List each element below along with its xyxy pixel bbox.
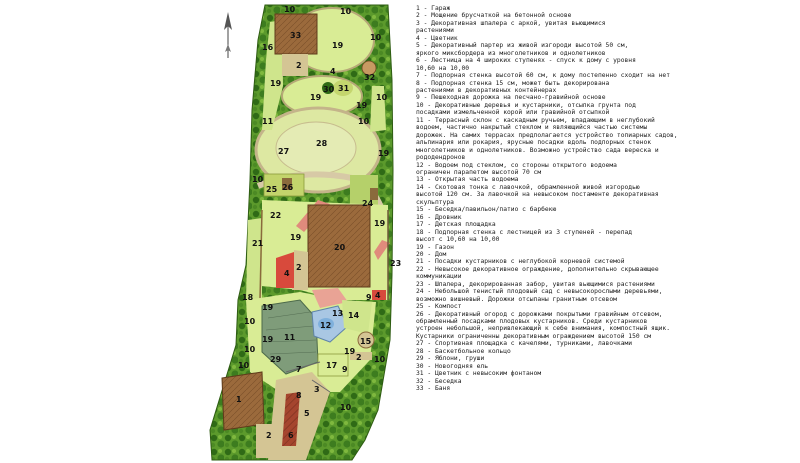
- legend-item-12: 12 - Водоем под стеклом, со стороны открытого водоема ограничен парапетом высотой 70 см: [416, 161, 617, 176]
- legend-item-31: 31 - Цветник с невысоким фонтаном: [416, 370, 542, 378]
- label-19-j: 19: [344, 347, 356, 356]
- label-29: 29: [270, 355, 282, 364]
- label-6: 6: [288, 431, 294, 440]
- garage: [222, 372, 264, 430]
- label-28: 28: [316, 139, 328, 148]
- label-19-i: 19: [262, 335, 274, 344]
- label-19-h: 19: [262, 303, 274, 312]
- label-3: 3: [314, 385, 320, 394]
- label-19-b: 19: [270, 79, 282, 88]
- legend-item-27: 27 - Спортивная площадка с качелями, турниками, лавочками: [416, 340, 633, 348]
- legend-item-17: 17 - Детская площадка: [416, 221, 496, 229]
- label-27: 27: [278, 147, 290, 156]
- label-25: 25: [266, 185, 278, 194]
- legend-item-3: 3 - Декоративная шпалера с аркой, увитая вьющимися растениями: [416, 19, 606, 35]
- legend-item-33: 33 - Баня: [416, 385, 451, 393]
- label-30: 30: [323, 85, 335, 94]
- label-10-j: 10: [238, 361, 250, 370]
- legend-item-13: 13 - Открытая часть водоема: [416, 176, 519, 184]
- label-1: 1: [236, 395, 242, 404]
- label-26: 26: [282, 183, 294, 192]
- label-19-a: 19: [332, 41, 344, 50]
- label-19-g: 19: [374, 219, 386, 228]
- label-24: 24: [362, 199, 374, 208]
- label-19-c: 19: [310, 93, 322, 102]
- label-19-f: 19: [290, 233, 302, 242]
- legend-item-11: 11 - Террасный склон с каскадным ручьем, впадающим в неглубокий водоем, частично накрытый стеклом и являющийся частью системы дорожек. На самих террасах предполагается устройство топиарных садов, альпинария или рокария, ярусные посадки вдоль подпорных стенок многолетников и однолетников. Возможно устройство сада вереска и рододендронов: [416, 116, 678, 162]
- legend-item-8: 8 - Подпорная стенка 15 см, может быть декорирована растениями в декоративных контейнерах: [416, 79, 610, 94]
- label-10-b: 10: [340, 7, 352, 16]
- label-18: 18: [242, 293, 254, 302]
- label-10-d: 10: [358, 117, 370, 126]
- label-9-b: 9: [342, 365, 348, 374]
- label-15: 15: [360, 337, 372, 346]
- label-19-d: 19: [356, 101, 368, 110]
- label-10-g: 10: [244, 317, 256, 326]
- north-arrow-icon: [224, 12, 232, 58]
- legend: [416, 5, 798, 460]
- label-20: 20: [334, 243, 346, 252]
- label-7: 7: [296, 365, 302, 374]
- label-10-c: 10: [370, 33, 382, 42]
- label-10-f: 10: [252, 175, 264, 184]
- legend-item-10: 10 - Декоративные деревья и кустарники, отсыпка грунта под посадками измельченной корой или гравийной отсыпкой: [416, 101, 636, 117]
- legend-item-5: 5 - Декоративный партер из живой изгороди высотой 50 см, яркого миксбордера из многолетников и однолетников: [416, 42, 629, 57]
- legend-item-9: 9 - Пешеходная дорожка на песчано-гравийной основе: [416, 94, 606, 102]
- label-31: 31: [338, 84, 350, 93]
- label-8: 8: [296, 391, 302, 400]
- legend-item-18: 18 - Подпорная стенка с лестницей из 3 ступеней - перепад высот с 10,60 на 10,00: [416, 228, 633, 244]
- legend-item-23: 23 - Шпалера, декорированная забор, увитая вьющимися растениями: [416, 280, 655, 288]
- label-4-c: 4: [375, 291, 381, 300]
- label-12: 12: [320, 321, 332, 330]
- label-13: 13: [332, 309, 344, 318]
- label-2-d: 2: [266, 431, 272, 440]
- legend-item-1: 1 - Гараж: [416, 5, 451, 12]
- label-2-c: 2: [356, 353, 362, 362]
- label-9-a: 9: [366, 293, 372, 302]
- legend-item-19: 19 - Газон: [416, 243, 454, 251]
- legend-item-15: 15 - Беседка/павильон/патио с барбекю: [416, 206, 557, 214]
- label-11-a: 11: [262, 117, 274, 126]
- legend-item-22: 22 - Невысокое декоративное ограждение, дополнительно скрывающее коммуникации: [416, 265, 659, 281]
- label-10-a: 10: [284, 5, 296, 14]
- label-14: 14: [348, 311, 360, 320]
- label-10-k: 10: [340, 403, 352, 412]
- label-2-a: 2: [296, 61, 302, 70]
- legend-item-32: 32 - Беседка: [416, 377, 462, 385]
- legend-item-14: 14 - Скотовая тонка с лавочкой, обрамленной живой изгородью высотой 120 см. За лавочкой на невысоком постаменте декоративная скульптура: [416, 183, 659, 206]
- legend-item-20: 20 - Дом: [416, 250, 447, 258]
- legend-item-2: 2 - Мощение брусчаткой на бетонной основе: [416, 12, 572, 20]
- legend-item-30: 30 - Новогодняя ель: [416, 362, 489, 370]
- legend-item-25: 25 - Компост: [416, 303, 462, 311]
- legend-item-6: 6 - Лестница на 4 широких ступенях - спуск к дому с уровня 10,60 на 10,00: [416, 57, 636, 72]
- legend-item-29: 29 - Яблони, груши: [416, 355, 485, 363]
- label-4-a: 4: [330, 67, 336, 76]
- label-17: 17: [326, 361, 338, 370]
- label-16: 16: [262, 43, 274, 52]
- label-4-b: 4: [284, 269, 290, 278]
- label-10-h: 10: [244, 345, 256, 354]
- label-23: 23: [390, 259, 402, 268]
- bathhouse-paving: [282, 54, 308, 76]
- legend-item-24: 24 - Небольшой тенистый плодовый сад с невысокорослыми деревьями, возможно вишневый. Дорожки отсыпаны гранитным отсевом: [416, 288, 663, 303]
- legend-item-7: 7 - Подпорная стенка высотой 60 см, к дому постепенно сходит на нет: [416, 72, 671, 80]
- legend-item-16: 16 - Дровник: [416, 213, 462, 221]
- label-19-e: 19: [378, 149, 390, 158]
- label-11-b: 11: [284, 333, 296, 342]
- label-32: 32: [364, 73, 376, 82]
- legend-item-21: 21 - Посадки кустарников с неглубокой корневой системой: [416, 258, 625, 266]
- legend-item-4: 4 - Цветник: [416, 34, 458, 42]
- label-21: 21: [252, 239, 264, 248]
- label-22: 22: [270, 211, 282, 220]
- label-10-i: 10: [374, 355, 386, 364]
- label-10-e: 10: [376, 93, 388, 102]
- legend-item-28: 28 - Баскетбольное кольцо: [416, 347, 511, 355]
- label-33: 33: [290, 31, 302, 40]
- legend-item-26: 26 - Декоративный огород с дорожками покрытыми гравийным отсевом, обрамленный посадками плодовых кустарников. Среди кустарников устроен небольшой, непривлекающий к себе внимания, компостный ящик. Кустарники ограниченны декоративным ограждением высотой 150 см: [416, 310, 671, 340]
- label-5: 5: [304, 409, 310, 418]
- label-2-b: 2: [296, 263, 302, 272]
- garage-paving: [256, 424, 282, 458]
